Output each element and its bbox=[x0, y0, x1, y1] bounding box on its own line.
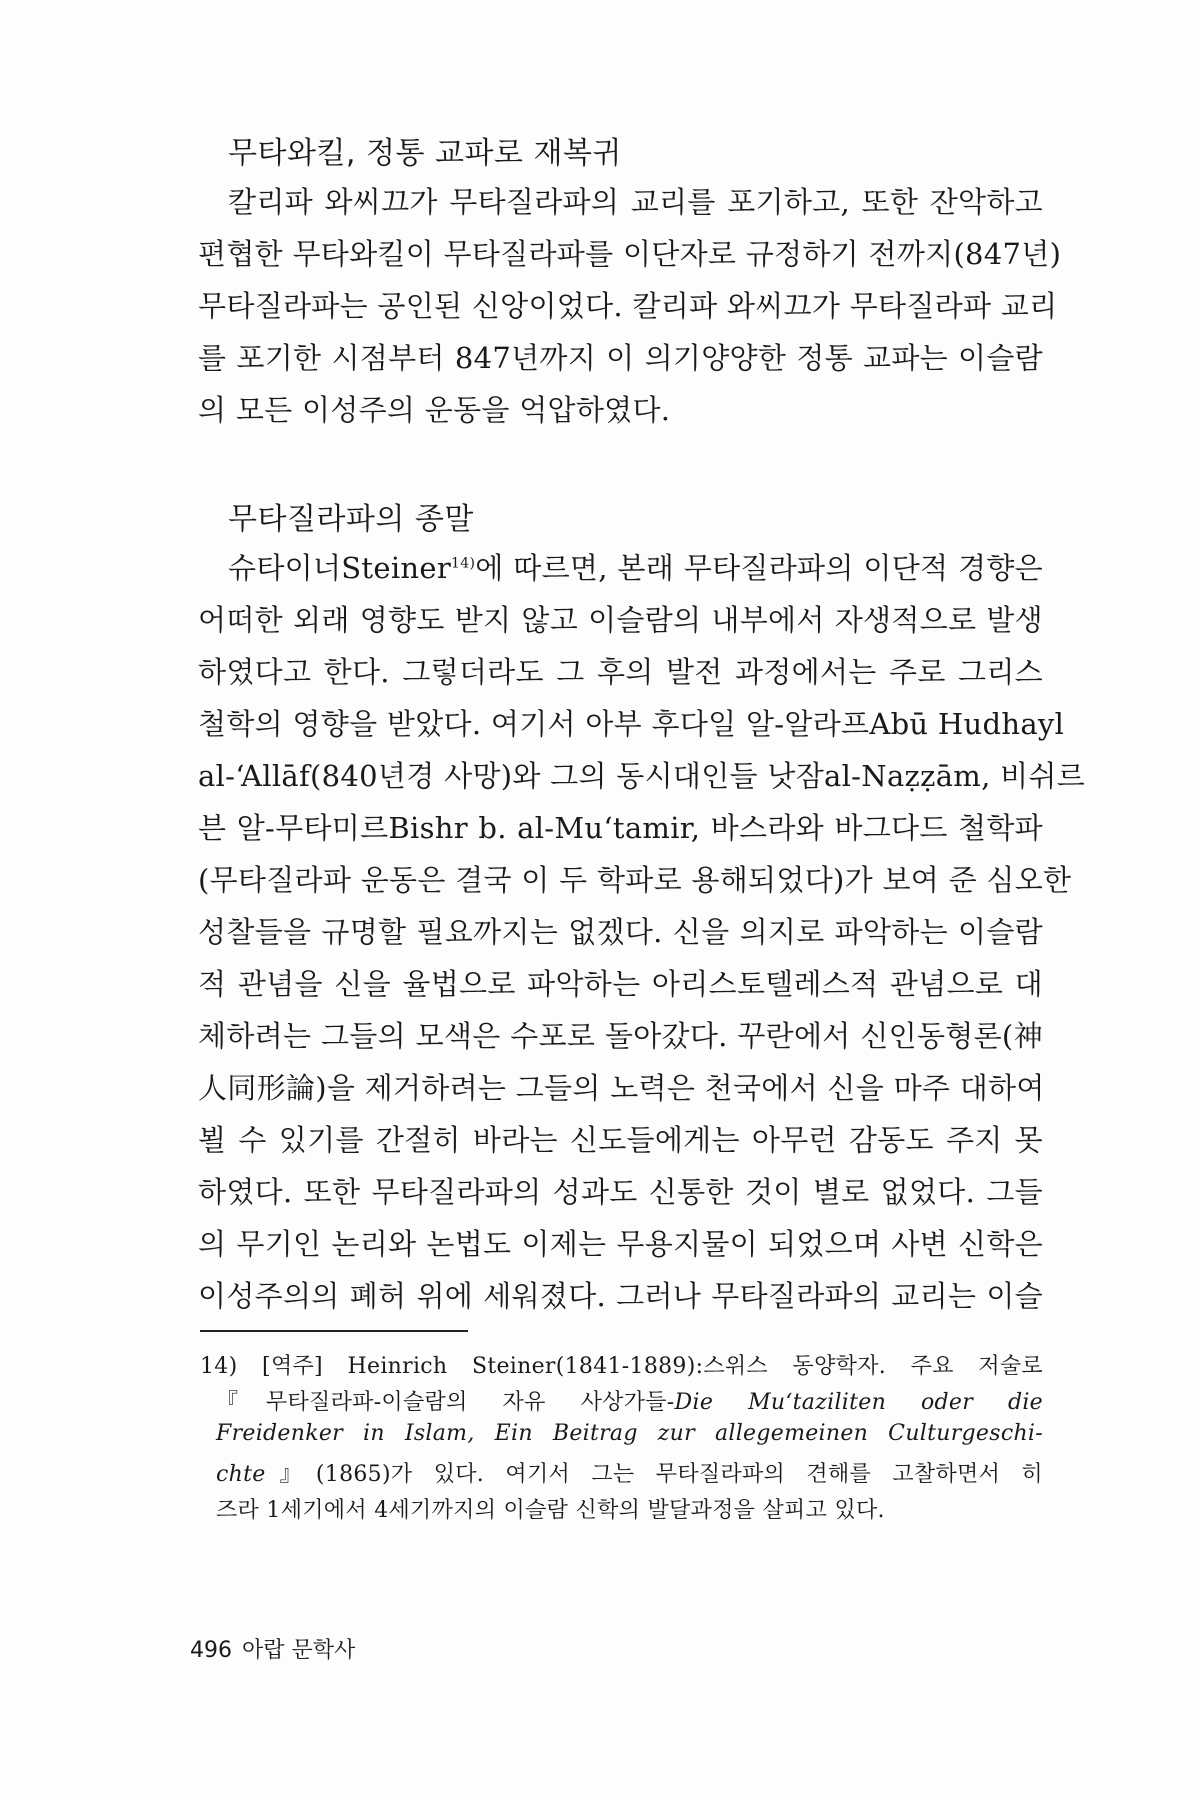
paragraph-line: 이성주의의 폐허 위에 세워졌다. 그러나 무타질라파의 교리는 이슬 bbox=[198, 1279, 1043, 1313]
footnote-book-title: 『무타질라파-이슬람의 자유 사상가들- bbox=[216, 1390, 675, 1415]
running-title: 아랍 문학사 bbox=[242, 1638, 356, 1663]
paragraph-line: (무타질라파 운동은 결국 이 두 학파로 용해되었다)가 보여 준 심오한 bbox=[198, 863, 1072, 897]
page-folio bbox=[190, 1633, 355, 1664]
section-heading-end-of-mutazila: 무타질라파의 종말 bbox=[228, 502, 474, 537]
paragraph-line: al-ʻAllāf(840년경 사망)와 그의 동시대인들 낫잠al-Naẓẓām, 비쉬르 bbox=[198, 759, 1086, 793]
paragraph-line: 무타질라파는 공인된 신앙이었다. 칼리파 와씨끄가 무타질라파 교리 bbox=[198, 289, 1058, 323]
paragraph-line: 하였다고 한다. 그렇더라도 그 후의 발전 과정에서는 주로 그리스 bbox=[198, 655, 1043, 689]
footnote-line bbox=[216, 1457, 1043, 1488]
footnote-german-title: Die Muʻtaziliten oder die bbox=[674, 1390, 1043, 1415]
page-number: 496 bbox=[190, 1638, 232, 1663]
footnote-german-title: chte bbox=[216, 1462, 266, 1487]
paragraph-line: 편협한 무타와킬이 무타질라파를 이단자로 규정하기 전까지(847년) bbox=[198, 237, 1062, 271]
first-line-rest: 에 따르면, 본래 무타질라파의 이단적 경향은 bbox=[475, 551, 1043, 585]
footnote-line bbox=[216, 1421, 1043, 1446]
section-heading-mutawakkil: 무타와킬, 정통 교파로 재복귀 bbox=[228, 136, 622, 171]
steiner-name: 슈타이너Steiner bbox=[228, 551, 452, 585]
paragraph-line: 어떠한 외래 영향도 받지 않고 이슬람의 내부에서 자생적으로 발생 bbox=[198, 603, 1043, 637]
paragraph-line: 체하려는 그들의 모색은 수포로 돌아갔다. 꾸란에서 신인동형론(神 bbox=[198, 1019, 1043, 1053]
paragraph-line: 하였다. 또한 무타질라파의 성과도 신통한 것이 별로 없었다. 그들 bbox=[198, 1175, 1043, 1209]
paragraph-line: 人同形論)을 제거하려는 그들의 노력은 천국에서 신을 마주 대하여 bbox=[198, 1071, 1045, 1105]
paragraph-line: 의 모든 이성주의 운동을 억압하였다. bbox=[198, 393, 671, 427]
paragraph-line: 성찰들을 규명할 필요까지는 없겠다. 신을 의지로 파악하는 이슬람 bbox=[198, 915, 1043, 949]
paragraph-line: 의 무기인 논리와 논법도 이제는 무용지물이 되었으며 사변 신학은 bbox=[198, 1227, 1043, 1261]
footnote-line: 14) [역주] Heinrich Steiner(1841-1889):스위스 동양학자. 주요 저술로 bbox=[200, 1354, 1043, 1379]
paragraph-line: 적 관념을 신을 율법으로 파악하는 아리스토텔레스적 관념으로 대 bbox=[198, 967, 1043, 1001]
footnote-german-title: Freidenker in Islam, Ein Beitrag zur allegemeinen Culturgeschi- bbox=[216, 1421, 1043, 1446]
footnote-reference[interactable]: 14) bbox=[451, 555, 476, 572]
footnote-line bbox=[216, 1385, 1043, 1416]
paragraph-first-line bbox=[228, 546, 1043, 587]
paragraph-line: 칼리파 와씨끄가 무타질라파의 교리를 포기하고, 또한 잔악하고 bbox=[228, 185, 1043, 219]
paragraph-line: 븐 알-무타미르Bishr b. al-Muʻtamir, 바스라와 바그다드 철학파 bbox=[198, 811, 1043, 845]
footnote-line: 즈라 1세기에서 4세기까지의 이슬람 신학의 발달과정을 살피고 있다. bbox=[216, 1498, 885, 1523]
paragraph-line: 를 포기한 시점부터 847년까지 이 의기양양한 정통 교파는 이슬람 bbox=[198, 341, 1043, 375]
paragraph-line: 철학의 영향을 받았다. 여기서 아부 후다일 알-알라프Abū Hudhayl bbox=[198, 707, 1065, 741]
footnote-text: 』(1865)가 있다. 여기서 그는 무타질라파의 견해를 고찰하면서 히 bbox=[265, 1462, 1043, 1487]
footnote-divider bbox=[200, 1330, 468, 1332]
paragraph-line: 뵐 수 있기를 간절히 바라는 신도들에게는 아무런 감동도 주지 못 bbox=[198, 1123, 1043, 1157]
